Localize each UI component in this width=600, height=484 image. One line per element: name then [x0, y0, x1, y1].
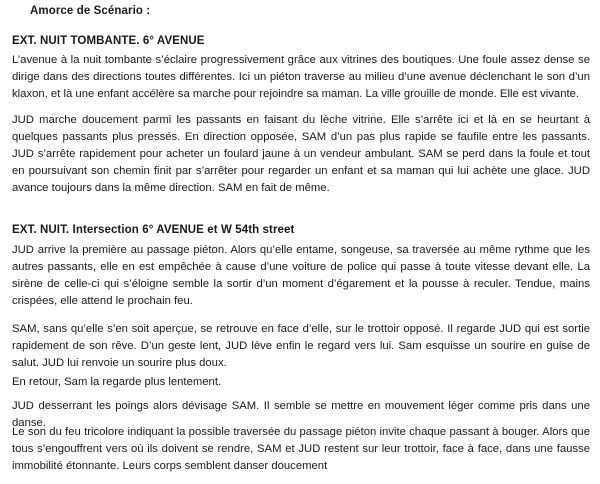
scene1-paragraph-2: JUD marche doucement parmi les passants en faisant du lèche vitrine. Elle s’arrête ici et là en se heurtant à quelques passants plus pressés. En direction opposée, SAM d’un pas plus rapide se faufile entre les passants. JUD s’arrête rapidement pour acheter un foulard jaune à un vendeur ambulant. SAM se perd dans la foule et tout en poursuivant son chemin finit par s’arrêter pour regarder un enfant et sa maman qui lui achète une glace. JUD avance toujours dans la même direction. SAM en fait de même. — [12, 114, 590, 194]
scene2-paragraph-1: JUD arrive la première au passage piéton. Alors qu’elle entame, songeuse, sa traversée au même rythme que les autres passants, elle en est empêchée à cause d’une voiture de police qui passe à toute vitesse devant elle. La sirène de celle-ci qui s’éloigne semble la sortir d’un moment d’égarement et la pousse à reculer. Tendue, mains crispées, elle attend le prochain feu. — [12, 244, 590, 307]
scene-heading-2: EXT. NUIT. Intersection 6° AVENUE et W 54th street — [12, 224, 295, 236]
scene2-paragraph-3: En retour, Sam la regarde plus lentement. — [12, 376, 222, 388]
scene2-paragraph-5: Le son du feu tricolore indiquant la possible traversée du passage piéton invite chaque passant à bouger. Alors que tous s’engouffrent vers où ils doivent se rendre, SAM et JUD restent sur leur trottoir, face à face, dans une fausse immobilité étonnante. Leurs corps semblent danser doucement — [12, 426, 590, 472]
scene1-paragraph-1: L’avenue à la nuit tombante s’éclaire progressivement grâce aux vitrines des boutiques. Une foule assez dense se dirige dans des directions toutes différentes. Ici un piéton traverse au milieu d’une avenue déclenchant le son d’un klaxon, et là une enfant accélère sa marche pour rejoindre sa maman. La ville grouille de monde. Elle est vivante. — [12, 54, 590, 100]
scene-heading-1: EXT. NUIT TOMBANTE. 6° AVENUE — [12, 35, 205, 47]
scene2-paragraph-4: JUD desserrant les poings alors dévisage SAM. Il semble se mettre en mouvement léger comme pris dans une danse. — [12, 400, 590, 429]
document-title: Amorce de Scénario : — [30, 5, 151, 17]
scene2-paragraph-2: SAM, sans qu’elle s’en soit aperçue, se retrouve en face d’elle, sur le trottoir opposé. Il regarde JUD qui est sortie rapidement de son rêve. D’un geste lent, JUD lève enfin le regard vers lui. Sam esquisse un sourire en guise de salut. JUD lui renvoie un sourire plus doux. — [12, 323, 590, 369]
